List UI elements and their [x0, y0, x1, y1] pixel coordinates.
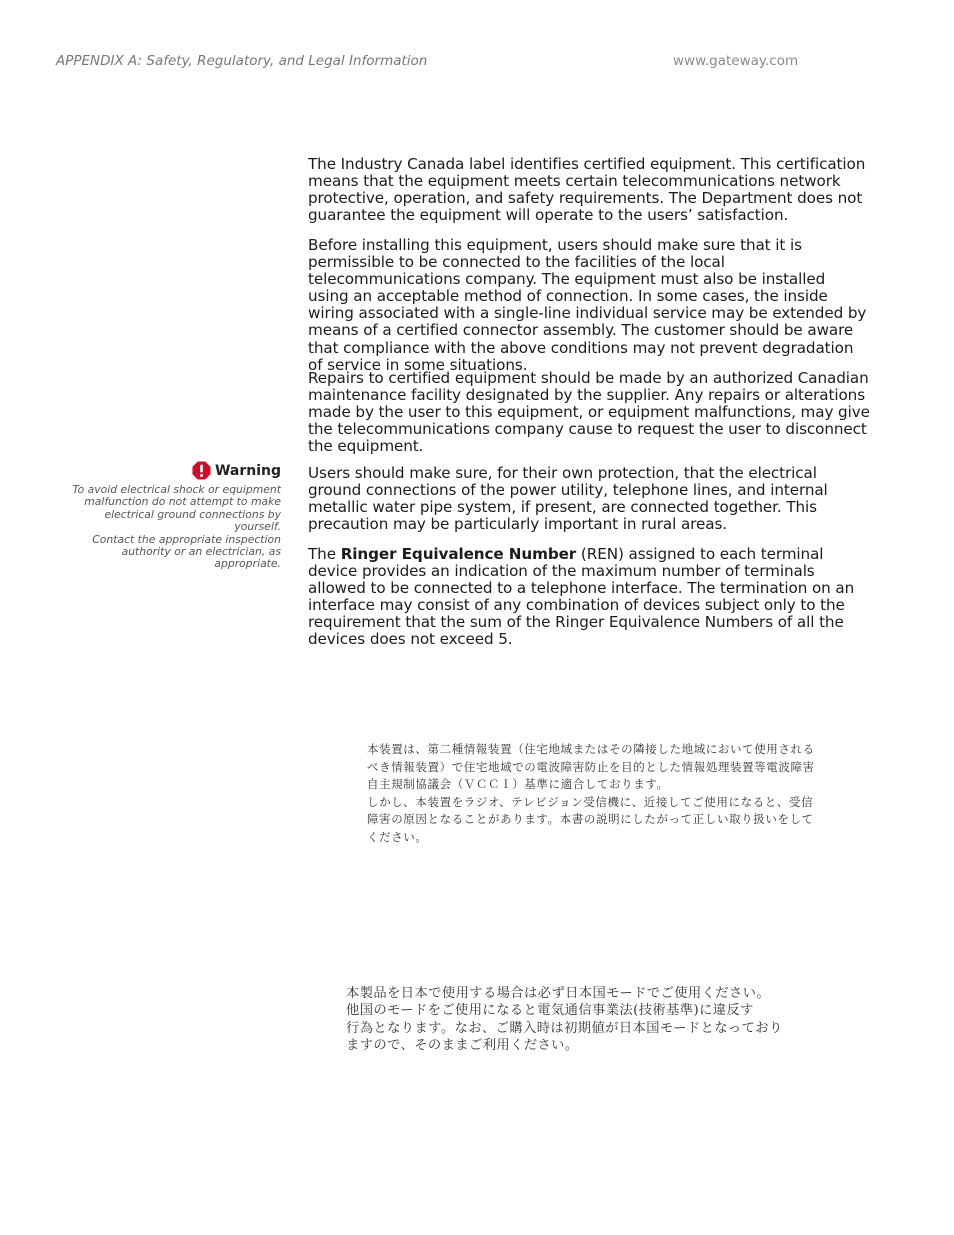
warning-line: appropriate.: [214, 557, 281, 571]
paragraph-before-installing: Before installing this equipment, users should make sure that it is permissible to be connected to the facilities of the local telecommunications company. The equipment must also be installed using an acceptable method of connection. In some cases, the inside wiring associated with a single-line individual service may be extended by means of a certified connector assembly. The customer should be aware that compliance with the above conditions may not prevent degradation of service in some situations.: [308, 236, 867, 374]
ren-term: Ringer Equivalence Number: [340, 545, 577, 563]
warning-line: malfunction do not attempt to make: [84, 495, 281, 509]
warning-line: To avoid electrical shock or equipment: [72, 483, 281, 496]
vcci-line: 本装置は、第二種情報装置（住宅地域またはその隣接した地域において使用される: [367, 742, 815, 756]
warning-heading: [192, 461, 281, 480]
paragraph-repairs: Repairs to certified equipment should be made by an authorized Canadian maintenance facility designated by the supplier. Any repairs or alterations made by the user to this equipment, or equipment malfunctions, may give the telecommunications company cause to request the user to disconnect the equipment.: [308, 369, 870, 456]
warning-line: authority or an electrician, as: [121, 545, 281, 559]
ren-body: (REN) assigned to each terminal device provides an indication of the maximum number of terminals allowed to be connected to a telephone interface. The termination on an interface may consist of any combination of devices subject only to the requirement that the sum of the Ringer Equivalence Numbers of all the devices does not exceed 5.: [308, 545, 855, 649]
warning-line: electrical ground connections by yourself.: [104, 507, 281, 534]
paragraph-ground-connections: Users should make sure, for their own protection, that the electrical ground connections of the power utility, telephone lines, and internal metallic water pipe system, if present, are connected together. This precaution may be particularly important in rural areas.: [308, 464, 828, 534]
warning-title: Warning: [214, 462, 281, 479]
paragraph-industry-canada-label: The Industry Canada label identifies certified equipment. This certification means that the equipment meets certain telecommunications network protective, operation, and safety requirements. The Department does not guarantee the equipment will operate to the users’ satisfaction.: [308, 155, 866, 225]
vcci-line: 自主規制協議会（ＶＣＣＩ）基準に適合しております。: [367, 777, 669, 791]
warning-text: [60, 484, 281, 571]
warning-icon: [192, 461, 211, 480]
vcci-line: 障害の原因となることがあります。本書の説明にしたがって正しい取り扱いをして: [367, 812, 814, 826]
paragraph-ringer-equivalence: [308, 546, 870, 649]
vcci-notice-japanese: [367, 741, 847, 846]
warning-sidebar: [60, 461, 281, 571]
vcci-line: しかし、本装置をラジオ、テレビジョン受信機に、近接してご使用になると、受信: [367, 794, 814, 809]
vcci-line: べき情報装置）で住宅地域での電波障害防止を目的とした情報処理装置等電波障害: [367, 759, 815, 774]
warning-line: Contact the appropriate inspection: [92, 532, 281, 546]
website-link[interactable]: www.gateway.com: [673, 53, 799, 69]
running-header-title: APPENDIX A: Safety, Regulatory, and Legal Information: [56, 53, 428, 69]
mode-line: 他国のモードをご使用になると電気通信事業法(技術基準)に違反す: [346, 1003, 754, 1019]
mode-line: 行為となります。なお、ご購入時は初期値が日本国モードとなっており: [346, 1020, 783, 1036]
mode-line: ますので、そのままご利用ください。: [346, 1037, 579, 1053]
vcci-line: ください。: [367, 829, 428, 844]
ren-prefix: The: [308, 545, 341, 563]
japan-mode-notice: [346, 985, 846, 1054]
mode-line: 本製品を日本で使用する場合は必ず日本国モードでご使用ください。: [346, 986, 771, 1001]
